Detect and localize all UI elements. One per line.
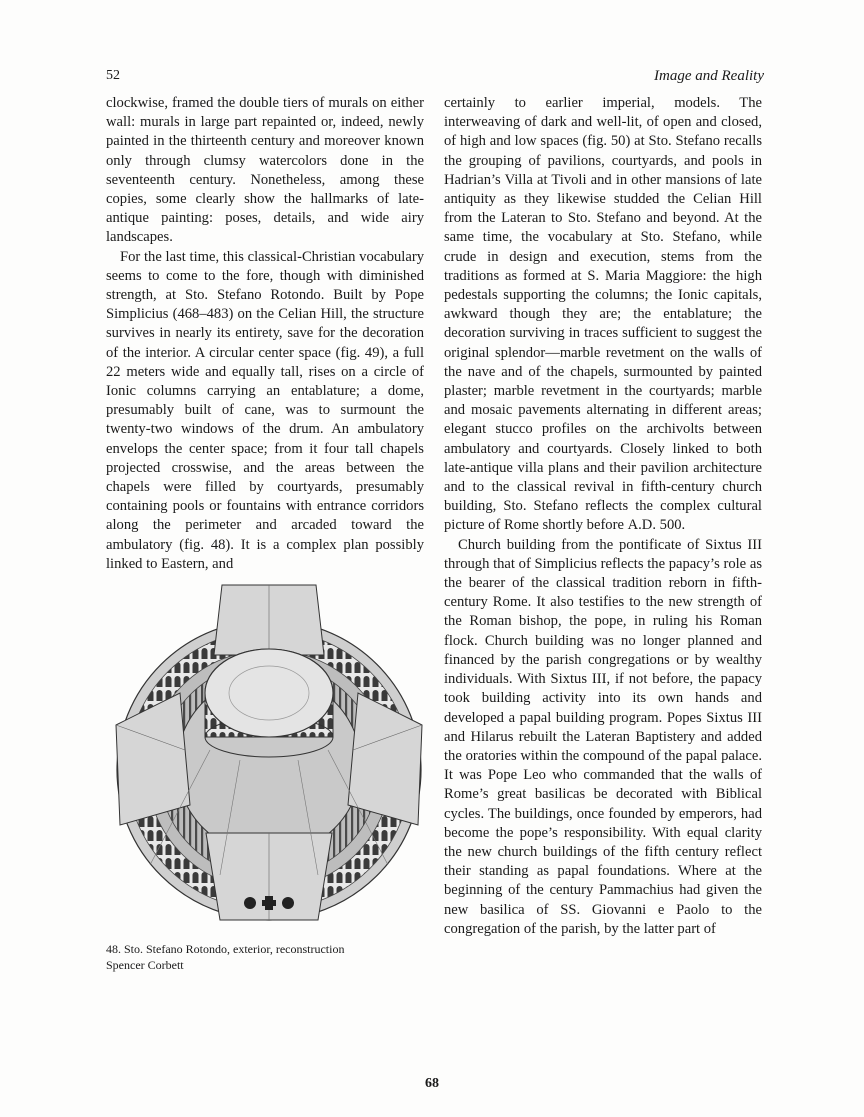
paragraph-text: 500. — [659, 517, 686, 534]
reconstruction-illustration — [110, 575, 428, 930]
page-number: 52 — [106, 68, 120, 83]
figure-caption — [106, 941, 426, 973]
paragraph — [444, 94, 762, 536]
paragraph: clockwise, framed the double tiers of murals on either wall: murals in large part repainted or, indeed, newly painted in the thirteenth century and moreover known only through clumsy watercolors done in the seventeenth century. Nonetheless, among these copies, some clearly show the hallmarks of late-antique painting: poses, details, and wide airy landscapes. — [106, 95, 424, 246]
running-title: Image and Reality — [654, 68, 764, 84]
era-abbreviation: A.D. — [627, 517, 656, 534]
left-text-column — [106, 94, 424, 574]
paragraph: Church building from the pontificate of Sixtus III through that of Simplicius reflects the papacy’s role as the bearer of the classical tradition reborn in fifth-century Rome. It also testifies to the new strength of the Roman bishop, the pope, in ruling his Roman flock. Church building was no longer planned and financed by the parish congregations or by wealthy individuals. With Sixtus III, if not before, the papacy took building activity into its own hands and developed a papal building program. Popes Sixtus III and Hilarus rebuilt the Lateran Baptistery and added the oratories within the compound of the papal palace. It was Pope Leo who commanded that the walls of Rome’s great basilicas be decorated with Biblical cycles. The buildings, once founded by emperors, had become the pope’s responsibility. With equal clarity the new church buildings of the fifth century reflect their standing as papal foundations. Where at the beginning of the century Pammachius had given the new basilica of SS. Giovanni e Paolo to the congregation of the parish, by the latter part of — [444, 536, 762, 937]
paragraph-text: certainly to earlier imperial, models. The interweaving of dark and well-lit, of open and closed, of high and low spaces (fig. 50) at Sto. Stefano recalls the grouping of pavilions, courtyards, and pools in Hadrian’s Villa at Tivoli and in other mansions of late antiquity as they likewise studded the Celian Hill from the Lateran to Sto. Stefano and beyond. At the same time, the vocabulary at Sto. Stefano, while crude in design and execution, stems from the traditions as formed at S. Maria Maggiore: the high pedestals supporting the columns; the Ionic capitals, awkward though they are; the entablature; the decoration surviving in traces sufficient to suggest the original splendor—marble revetment on the walls of the nave and of the chapels, surmounted by painted plaster; marble revetment in the courtyards; marble and mosaic pavements alternating in different areas; elegant stucco profiles on the archivolts between ambulatory and courtyards. Closely linked to both late-antique villa plans and their pavilion architecture and to the classical revival in fifth-century church building, Sto. Stefano reflects the complex cultural picture of Rome shortly before — [444, 95, 762, 534]
caption-title: 48. Sto. Stefano Rotondo, exterior, reconstruction — [106, 942, 345, 956]
folio-number: 68 — [425, 1076, 439, 1091]
caption-credit: Spencer Corbett — [106, 958, 184, 972]
paragraph: For the last time, this classical-Christian vocabulary seems to come to the fore, though with diminished strength, at Sto. Stefano Rotondo. Built by Pope Simplicius (468–483) on the Celian Hill, the structure survives in nearly its entirety, save for the decoration of the interior. A circular center space (fig. 49), a full 22 meters wide and equally tall, rises on a circle of Ionic columns carrying an entablature; a dome, presumably built of cane, was to surmount the twenty-two windows of the drum. An ambulatory envelops the center space; from it four tall chapels projected crosswise, and the areas between the chapels were filled by courtyards, presumably containing pools or fountains with entrance corridors along the perimeter and arcaded toward the ambulatory (fig. 48). It is a complex plan possibly linked to Eastern, and — [106, 248, 424, 572]
right-text-column — [444, 94, 762, 939]
